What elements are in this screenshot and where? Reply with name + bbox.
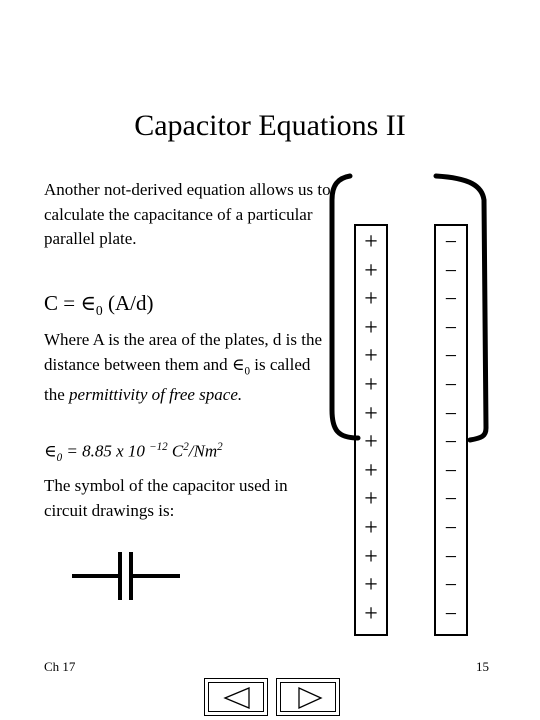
eq2-unit-nm: /Nm (188, 441, 218, 461)
eq-right: (A/d) (102, 291, 154, 315)
epsilon-symbol: ∈ (80, 291, 96, 315)
minus-sign: − (444, 257, 458, 283)
positive-plate (354, 224, 388, 636)
plus-sign: + (364, 229, 378, 255)
permittivity-equation (44, 434, 223, 471)
eq-left: C = (44, 291, 81, 315)
slide-title: Capacitor Equations II (134, 109, 406, 142)
def-part1: Where A is the area of the plates, d is the distance between them and (44, 330, 323, 374)
plus-sign: + (364, 543, 378, 570)
plus-sign: + (364, 486, 378, 513)
negative-signs (436, 228, 466, 628)
next-slide-button[interactable] (276, 678, 340, 716)
negative-plate (434, 224, 468, 636)
eq2-middle: = 8.85 x 10 (62, 441, 150, 461)
minus-sign: − (444, 371, 458, 397)
exponent-2a: 2 (183, 441, 189, 453)
minus-sign: − (444, 314, 458, 340)
intro-paragraph: Another not-derived equation allows us to calculate the capacitance of a particular parallel plate. (44, 180, 331, 248)
epsilon-subscript: 0 (244, 364, 250, 377)
chapter-label: Ch 17 (44, 659, 76, 674)
definition-paragraph (44, 328, 334, 408)
minus-sign: − (444, 429, 458, 455)
minus-sign: − (444, 400, 458, 426)
symbol-paragraph: The symbol of the capacitor used in circuit drawings is: (44, 476, 288, 520)
epsilon-subscript: 0 (95, 303, 103, 319)
plus-sign: + (364, 457, 378, 484)
eq2-unit-c: C (167, 441, 184, 461)
triangle-right-icon (277, 679, 341, 717)
minus-sign: − (444, 543, 458, 569)
epsilon-symbol: ∈ (231, 354, 245, 374)
plus-sign: + (364, 343, 378, 370)
minus-sign: − (444, 514, 458, 540)
plus-sign: + (364, 286, 378, 313)
minus-sign: − (444, 600, 458, 626)
epsilon-subscript: 0 (56, 452, 63, 465)
epsilon-symbol: ∈ (44, 441, 57, 461)
minus-sign: − (444, 343, 458, 369)
plus-sign: + (364, 314, 378, 341)
exponent-2b: 2 (217, 441, 223, 453)
plus-sign: + (364, 572, 378, 599)
plus-sign: + (364, 429, 378, 456)
minus-sign: − (444, 286, 458, 312)
permittivity-term: permittivity of free space (69, 385, 238, 405)
previous-slide-button[interactable] (204, 678, 268, 716)
minus-sign: − (444, 486, 458, 512)
minus-sign: − (444, 457, 458, 483)
positive-signs (356, 228, 386, 628)
plus-sign: + (364, 400, 378, 427)
def-period: . (237, 385, 243, 405)
triangle-left-icon (205, 679, 269, 717)
plus-sign: + (364, 371, 378, 398)
minus-sign: − (444, 572, 458, 598)
page-number: 15 (476, 659, 489, 674)
capacitance-equation (44, 289, 153, 325)
plus-sign: + (364, 514, 378, 541)
exponent-12: −12 (149, 441, 168, 453)
def-part2: is called the (44, 354, 311, 405)
plus-sign: + (364, 600, 378, 627)
minus-sign: − (444, 229, 458, 254)
plus-sign: + (364, 257, 378, 284)
